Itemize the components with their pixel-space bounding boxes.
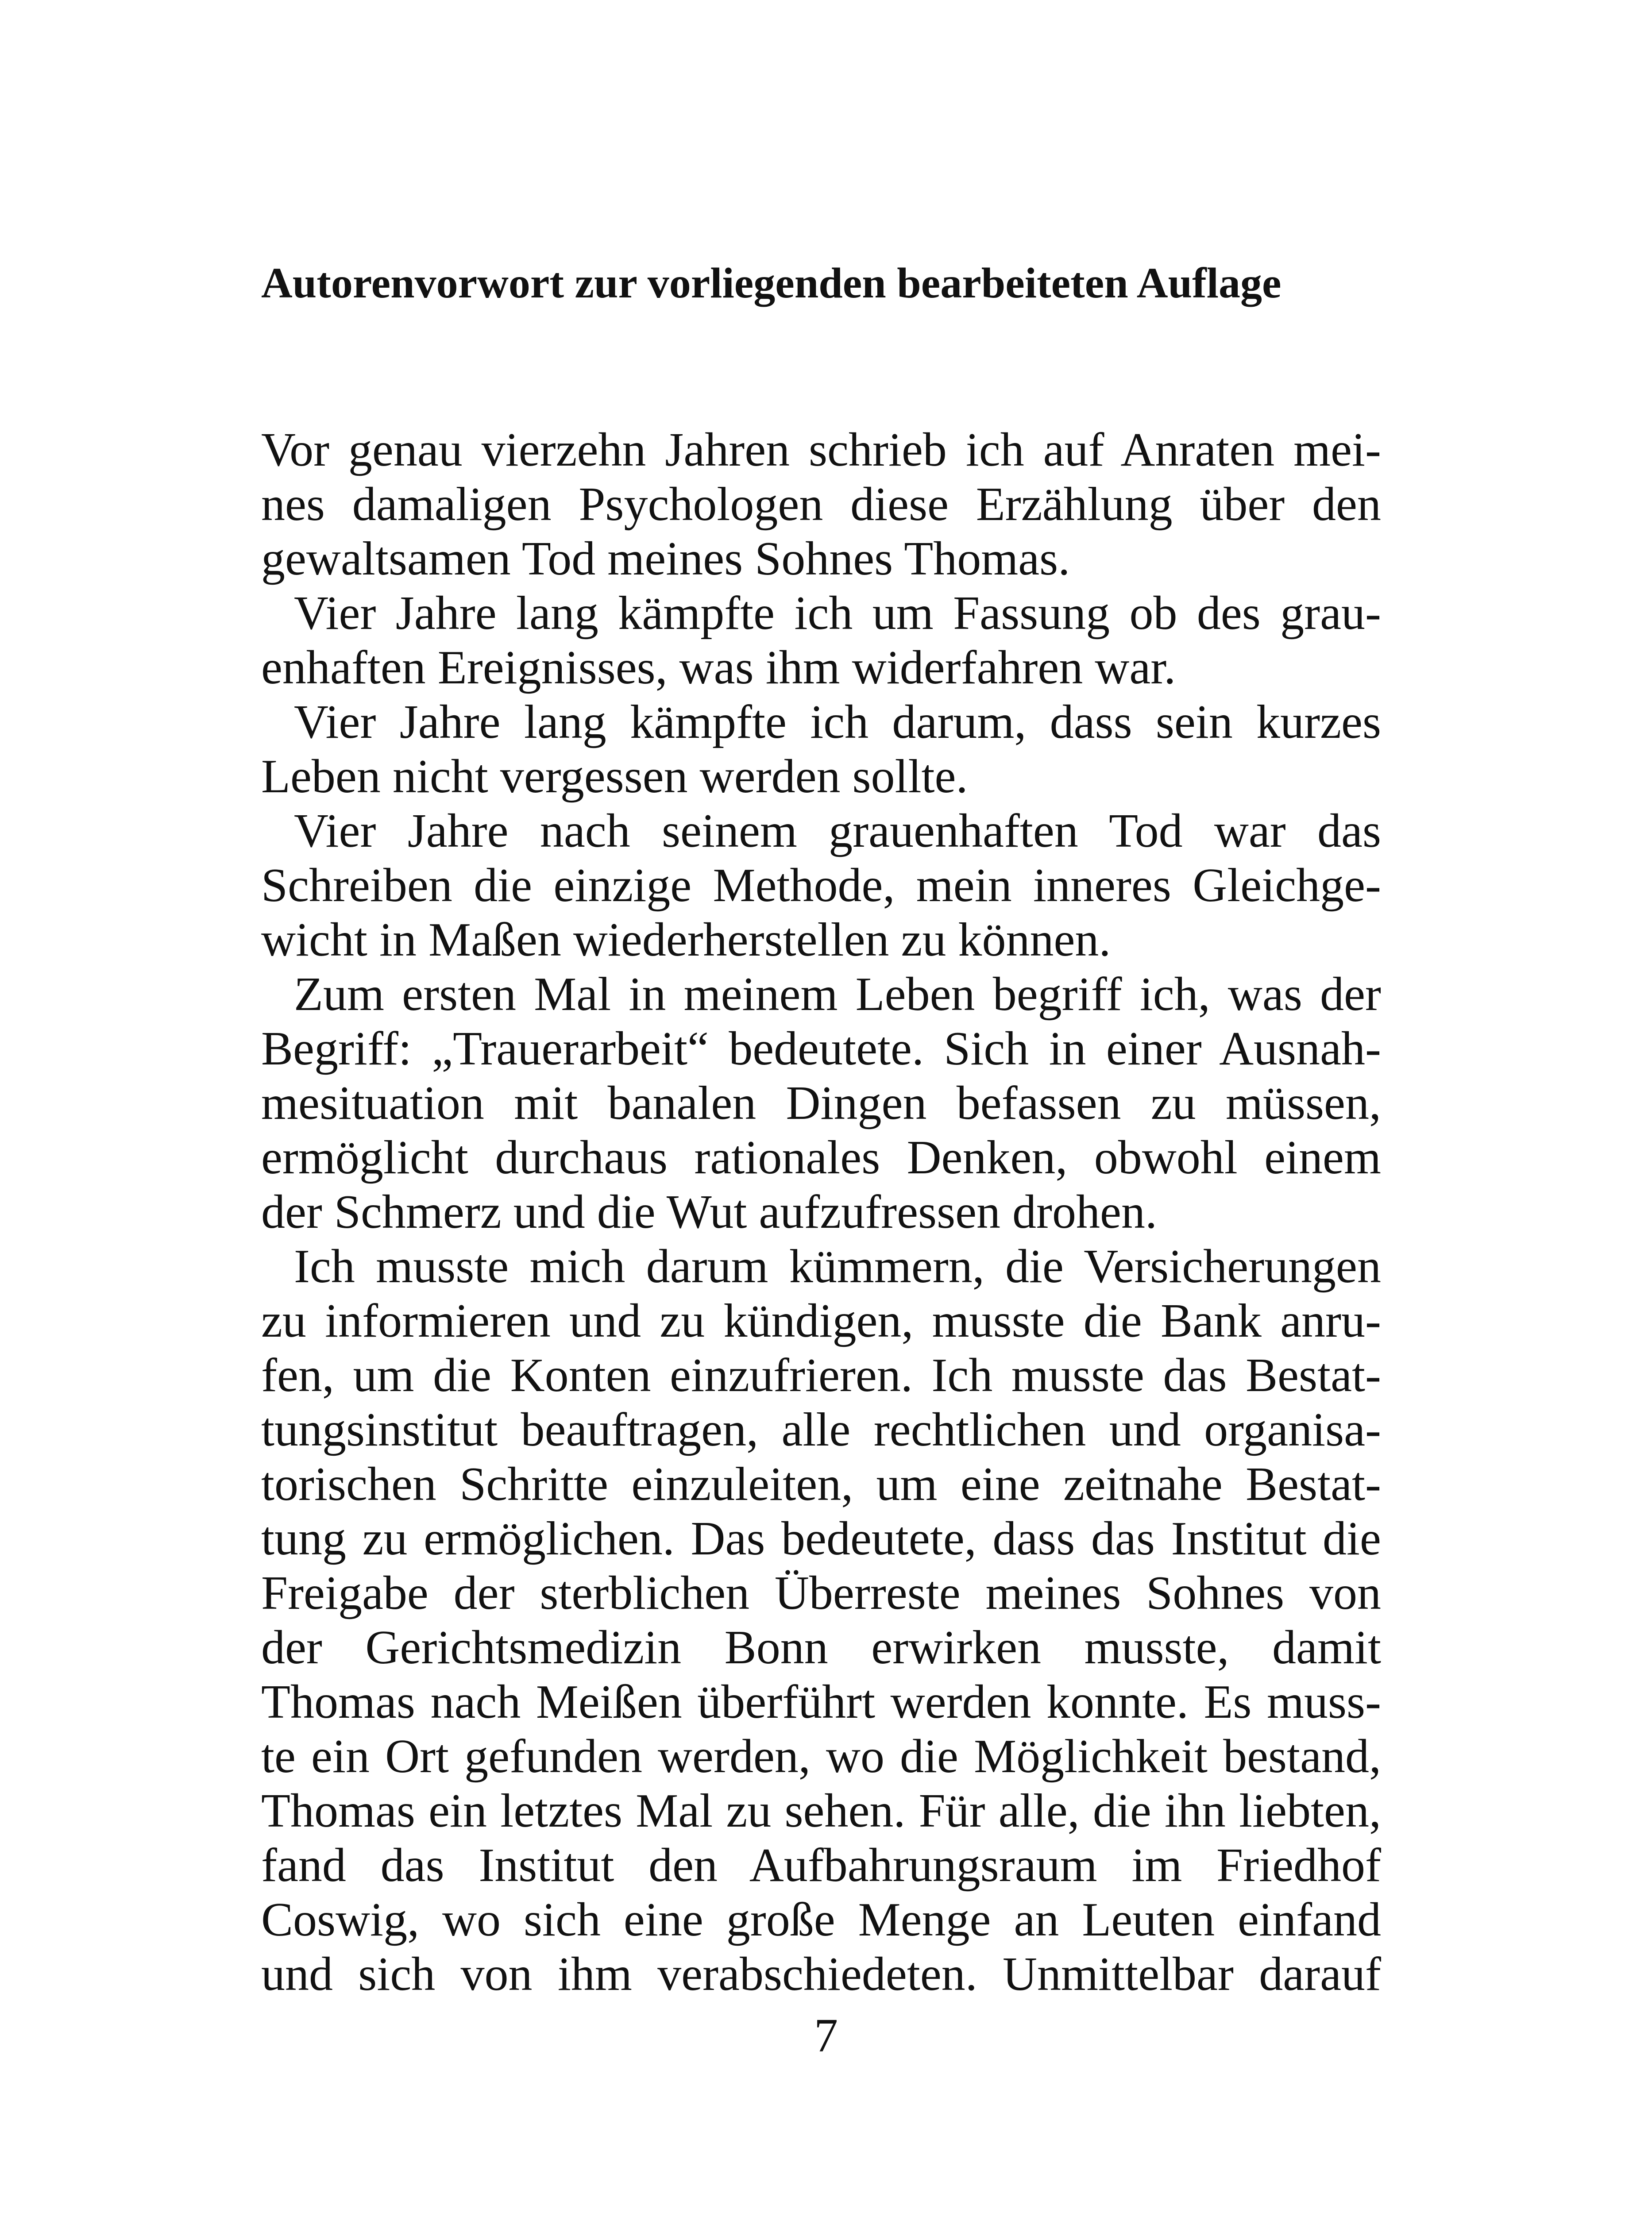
text-line: Vor genau vierzehn Jahren schrieb ich auf Anraten mei- bbox=[261, 424, 1381, 476]
text-line: tungsinstitut beauftragen, alle rechtlichen und organisa- bbox=[261, 1403, 1381, 1456]
text-line: der Schmerz und die Wut aufzufressen drohen. bbox=[261, 1186, 1157, 1238]
text-line: gewaltsamen Tod meines Sohnes Thomas. bbox=[261, 532, 1070, 585]
text-line: Vier Jahre nach seinem grauenhaften Tod war das bbox=[294, 805, 1381, 857]
text-line: Vier Jahre lang kämpfte ich um Fassung ob des grau- bbox=[294, 587, 1381, 640]
text-line: Begriff: „Trauerarbeit“ bedeutete. Sich in einer Ausnah- bbox=[261, 1022, 1381, 1075]
text-line: der Gerichtsmedizin Bonn erwirken musste, damit bbox=[261, 1621, 1381, 1674]
text-line: Thomas nach Meißen überführt werden konnte. Es muss- bbox=[261, 1676, 1381, 1728]
text-line: Freigabe der sterblichen Überreste meines Sohnes von bbox=[261, 1567, 1381, 1619]
paragraph bbox=[261, 967, 1381, 1239]
text-line: Vier Jahre lang kämpfte ich darum, dass sein kurzes bbox=[294, 696, 1381, 748]
text-line: Ich musste mich darum kümmern, die Versicherungen bbox=[294, 1240, 1381, 1293]
paragraph bbox=[261, 804, 1381, 967]
text-line: fen, um die Konten einzufrieren. Ich musste das Bestat- bbox=[261, 1349, 1381, 1402]
text-line: tung zu ermöglichen. Das bedeutete, dass das Institut die bbox=[261, 1512, 1381, 1565]
text-line: fand das Institut den Aufbahrungsraum im Friedhof bbox=[261, 1839, 1381, 1892]
text-line: te ein Ort gefunden werden, wo die Möglichkeit bestand, bbox=[261, 1730, 1381, 1783]
text-line: Coswig, wo sich eine große Menge an Leuten einfand bbox=[261, 1893, 1381, 1946]
text-line: wicht in Maßen wiederherstellen zu können. bbox=[261, 914, 1111, 966]
paragraph bbox=[261, 423, 1381, 586]
text-line: mesituation mit banalen Dingen befassen zu müssen, bbox=[261, 1077, 1381, 1130]
chapter-heading: Autorenvorwort zur vorliegenden bearbeiteten Auflage bbox=[261, 259, 1281, 307]
text-line: zu informieren und zu kündigen, musste die Bank anru- bbox=[261, 1295, 1381, 1347]
page-number: 7 bbox=[814, 2009, 838, 2062]
paragraph bbox=[261, 1239, 1381, 2001]
text-line: ermöglicht durchaus rationales Denken, obwohl einem bbox=[261, 1131, 1381, 1184]
text-line: nes damaligen Psychologen diese Erzählung über den bbox=[261, 478, 1381, 531]
text-line: Zum ersten Mal in meinem Leben begriff ich, was der bbox=[294, 968, 1381, 1021]
text-line: enhaften Ereignisses, was ihm widerfahren war. bbox=[261, 641, 1176, 694]
paragraph bbox=[261, 586, 1381, 695]
text-line: torischen Schritte einzuleiten, um eine zeitnahe Bestat- bbox=[261, 1458, 1381, 1511]
body-text bbox=[261, 423, 1381, 2001]
text-line: und sich von ihm verabschiedeten. Unmittelbar darauf bbox=[261, 1948, 1381, 2001]
text-line: Leben nicht vergessen werden sollte. bbox=[261, 750, 968, 803]
text-line: Thomas ein letztes Mal zu sehen. Für alle, die ihn liebten, bbox=[261, 1785, 1381, 1837]
text-line: Schreiben die einzige Methode, mein inneres Gleichge- bbox=[261, 859, 1381, 912]
paragraph bbox=[261, 695, 1381, 804]
